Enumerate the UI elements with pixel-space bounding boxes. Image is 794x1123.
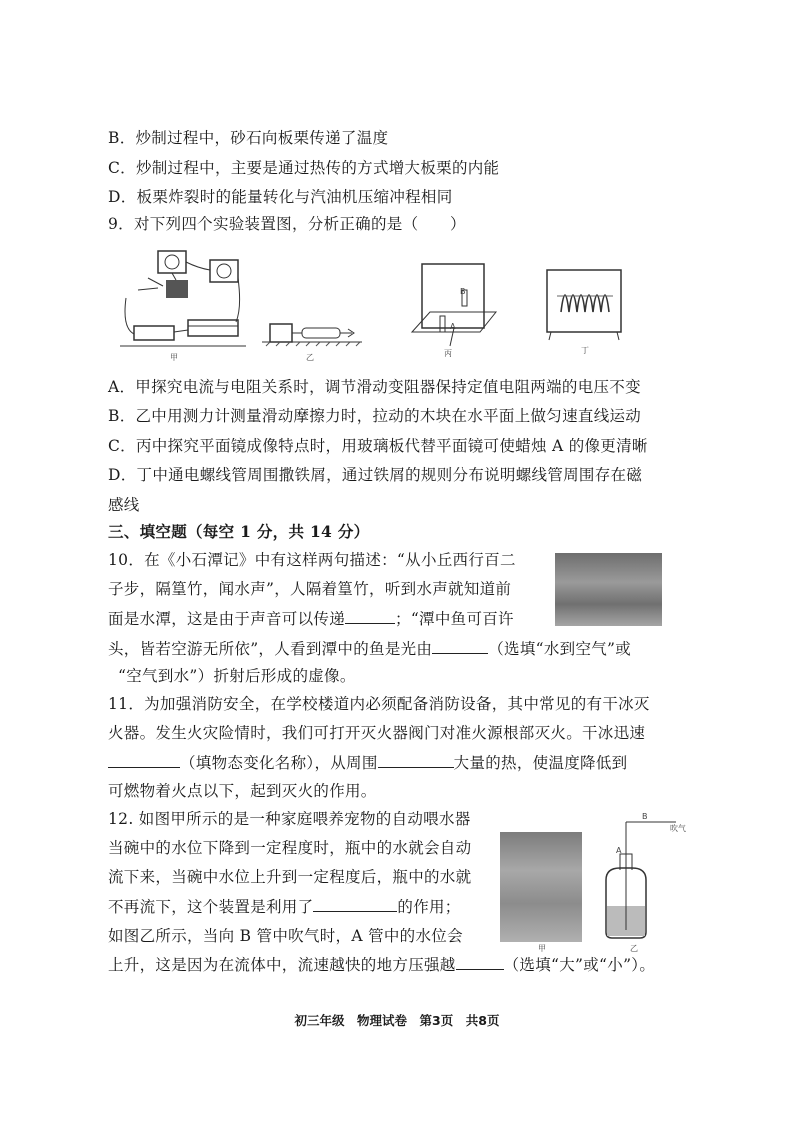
page-footer: 初三年级 物理试卷 第3页 共8页 [294, 1013, 500, 1028]
q10-line5: “空气到水”）折射后形成的虚像。 [118, 667, 356, 685]
q12-line4-text: 不再流下，这个装置是利用了 [108, 898, 314, 916]
q12-blank-1[interactable] [313, 895, 397, 912]
figure-label-yi: 乙 [306, 353, 314, 362]
q10-line3-text: 面是水潭，这是由于声音可以传递 [108, 610, 346, 628]
q9-option-c: C．丙中探究平面镜成像特点时，用玻璃板代替平面镜可使蜡烛 A 的像更清晰 [108, 437, 648, 455]
q9-option-b: B．乙中用测力计测量滑动摩擦力时，拉动的木块在水平面上做匀速直线运动 [108, 407, 642, 425]
q12-line4 [108, 895, 461, 918]
q12-line5: 如图乙所示，当向 B 管中吹气时，A 管中的水位会 [108, 927, 463, 945]
q8-option-d: D．板栗炸裂时的能量转化与汽油机压缩冲程相同 [108, 188, 453, 206]
figure-mark-b: B [460, 287, 466, 296]
q10-line4-end: （选填“水到空气”或 [488, 640, 632, 658]
q10-blank-2[interactable] [432, 637, 488, 654]
figure-label-ding: 丁 [581, 346, 589, 355]
q11-line3 [108, 751, 627, 774]
q12-line2: 当碗中的水位下降到一定程度时，瓶中的水就会自动 [108, 839, 472, 857]
q9-option-d: D．丁中通电螺线管周围撒铁屑，通过铁屑的规则分布说明螺线管周围存在磁 [108, 466, 643, 484]
q11-line1: 11．为加强消防安全，在学校楼道内必须配备消防设备，其中常见的有干冰灭 [108, 695, 650, 713]
q12-line1: 12. 如图甲所示的是一种家庭喂养宠物的自动喂水器 [108, 810, 471, 828]
q11-line4: 可燃物着火点以下，起到灭火的作用。 [108, 782, 377, 800]
section-title: 三、填空题（每空 1 分，共 14 分） [108, 522, 370, 541]
figure-label-yi-2: 乙 [630, 944, 638, 953]
q10-blank-1[interactable] [345, 607, 395, 624]
q12-line6-end: （选填“大”或“小”）。 [503, 956, 656, 974]
q10-line1: 10．在《小石潭记》中有这样两句描述：“从小丘西行百二 [108, 551, 516, 569]
q12-line4-end: 的作用； [397, 898, 461, 916]
q9-option-a: A．甲探究电流与电阻关系时，调节滑动变阻器保持定值电阻两端的电压不变 [108, 378, 641, 396]
q10-line3-end: ；“潭中鱼可百许 [395, 610, 514, 628]
q9-option-d-cont: 感线 [108, 496, 140, 514]
q11-line2: 火器。发生火灾险情时，我们可打开灭火器阀门对准火源根部灭火。干冰迅速 [108, 724, 646, 742]
figure-label-bing: 丙 [444, 349, 452, 358]
q8-option-b: B．炒制过程中，砂石向板栗传递了温度 [108, 129, 389, 147]
q11-blank-1[interactable] [108, 751, 180, 768]
pet-water-feeder-photo [500, 832, 582, 942]
q10-line4 [108, 637, 631, 660]
figure-mirror [410, 262, 500, 350]
q8-option-c: C．炒制过程中，主要是通过热传的方式增大板栗的内能 [108, 159, 500, 177]
q12-line6-text: 上升，这是因为在流体中，流速越快的地方压强越 [108, 956, 456, 974]
q11-line3-text: （填物态变化名称），从周围 [180, 754, 378, 772]
figure-mark-b-2: B [642, 812, 648, 821]
figure-label-jia-2: 甲 [538, 944, 546, 953]
q10-line2: 子步，隔篁竹，闻水声”，人隔着篁竹，听到水声就知道前 [108, 580, 512, 598]
figure-circuit [118, 248, 248, 358]
q12-line3: 流下来，当碗中水位上升到一定程度后，瓶中的水就 [108, 868, 472, 886]
q11-blank-2[interactable] [378, 751, 454, 768]
q11-line3-end: 大量的热，使温度降低到 [453, 754, 628, 772]
q10-line3 [108, 607, 514, 630]
figure-label-jia: 甲 [170, 353, 178, 362]
figure-mark-a-2: A [616, 846, 622, 855]
q12-blank-2[interactable] [456, 953, 504, 970]
q10-line4-text: 头，皆若空游无所依”，人看到潭中的鱼是光由 [108, 640, 433, 658]
q9-stem: 9．对下列四个实验装置图，分析正确的是（ ） [108, 215, 466, 233]
q12-line6 [108, 953, 655, 976]
figure-solenoid [545, 268, 625, 342]
figure-mark-a: A [450, 322, 456, 331]
figure-mark-air: 吹气 [670, 824, 686, 833]
pond-photo [555, 553, 662, 626]
